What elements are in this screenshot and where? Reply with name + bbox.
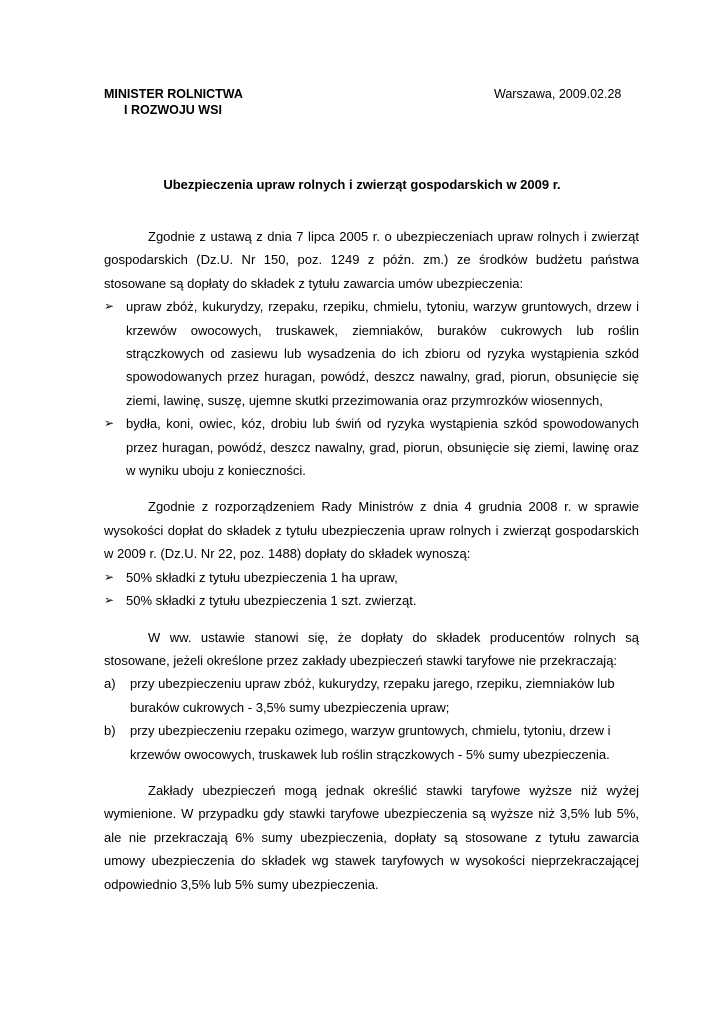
- list-item: [104, 719, 639, 766]
- list-item-text: upraw zbóż, kukurydzy, rzepaku, rzepiku, chmielu, tytoniu, warzyw gruntowych, drzew i krzewów owocowych, truskawek, ziemniaków, buraków cukrowych lub roślin strączkowych od zasiewu lub wysadzenia do ich zbioru od ryzyka wystąpienia szkód spowodowanych przez huragan, powódź, deszcz nawalny, grad, piorun, obsunięcie się ziemi, lawinę, suszę, ujemne skutki przezimowania oraz przymrozków wiosennych,: [126, 299, 639, 408]
- list-marker: a): [104, 676, 116, 692]
- list-item-text: przy ubezpieczeniu upraw zbóż, kukurydzy, rzepaku jarego, rzepiku, ziemniaków lub buraków cukrowych - 3,5% sumy ubezpieczenia upraw;: [130, 676, 615, 715]
- list-item-text: 50% składki z tytułu ubezpieczenia 1 ha upraw,: [126, 569, 398, 585]
- list-item-text: bydła, koni, owiec, kóz, drobiu lub świń od ryzyka wystąpienia szkód spowodowanych przez huragan, powódź, deszcz nawalny, grad, piorun, obsunięcie się ziemi, lawinę oraz w wyniku uboju z konieczności.: [126, 416, 639, 479]
- section2-intro: Zgodnie z rozporządzeniem Rady Ministrów z dnia 4 grudnia 2008 r. w sprawie wysokości dopłat do składek z tytułu ubezpieczenia upraw rolnych i zwierząt gospodarskich w 2009 r. (Dz.U. Nr 22, poz. 1488) dopłaty do składek wynoszą:: [104, 499, 639, 562]
- arrow-bullet-icon: ➢: [104, 299, 115, 314]
- document-body: [104, 225, 639, 896]
- arrow-bullet-icon: ➢: [104, 416, 115, 431]
- sender-block: [104, 86, 243, 118]
- list-item: [104, 295, 639, 412]
- list-item: [104, 412, 639, 482]
- list-item: [104, 672, 639, 719]
- list-marker: b): [104, 723, 116, 739]
- document-title: Ubezpieczenia upraw rolnych i zwierząt gospodarskich w 2009 r.: [163, 177, 561, 192]
- list-item-text: przy ubezpieczeniu rzepaku ozimego, warzyw gruntowych, chmielu, tytoniu, drzew i krzewów owocowych, truskawek lub roślin strączkowych - 5% sumy ubezpieczenia.: [130, 723, 611, 762]
- section4-text: Zakłady ubezpieczeń mogą jednak określić stawki taryfowe wyższe niż wyżej wymienione. W przypadku gdy stawki taryfowe ubezpieczenia są wyższe niż 3,5% lub 5%, ale nie przekraczają 6% sumy ubezpieczenia, dopłaty są stosowane z tytułu zawarcia umowy ubezpieczenia do składek wg stawek taryfowych w wysokości nieprzekraczającej odpowiednio 3,5% lub 5% sumy ubezpieczenia.: [104, 782, 639, 892]
- section3-intro: W ww. ustawie stanowi się, że dopłaty do składek producentów rolnych są stosowane, jeżeli określone przez zakłady ubezpieczeń stawki taryfowe nie przekraczają:: [104, 629, 639, 668]
- list-item: [104, 566, 639, 589]
- section1-intro: Zgodnie z ustawą z dnia 7 lipca 2005 r. o ubezpieczeniach upraw rolnych i zwierząt gospodarskich (Dz.U. Nr 150, poz. 1249 z późn. zm.) ze środków budżetu państwa stosowane są dopłaty do składek z tytułu zawarcia umów ubezpieczenia:: [104, 229, 639, 291]
- list-item-text: 50% składki z tytułu ubezpieczenia 1 szt. zwierząt.: [126, 593, 417, 609]
- sender-line-1: MINISTER ROLNICTWA: [104, 87, 243, 101]
- sender-line-2: I ROZWOJU WSI: [124, 103, 222, 117]
- document-date: Warszawa, 2009.02.28: [494, 87, 622, 101]
- section3-list: [104, 672, 639, 766]
- list-item: [104, 589, 639, 612]
- section2-list: [104, 566, 639, 613]
- arrow-bullet-icon: ➢: [104, 593, 115, 608]
- section1-list: [104, 295, 639, 482]
- arrow-bullet-icon: ➢: [104, 569, 115, 584]
